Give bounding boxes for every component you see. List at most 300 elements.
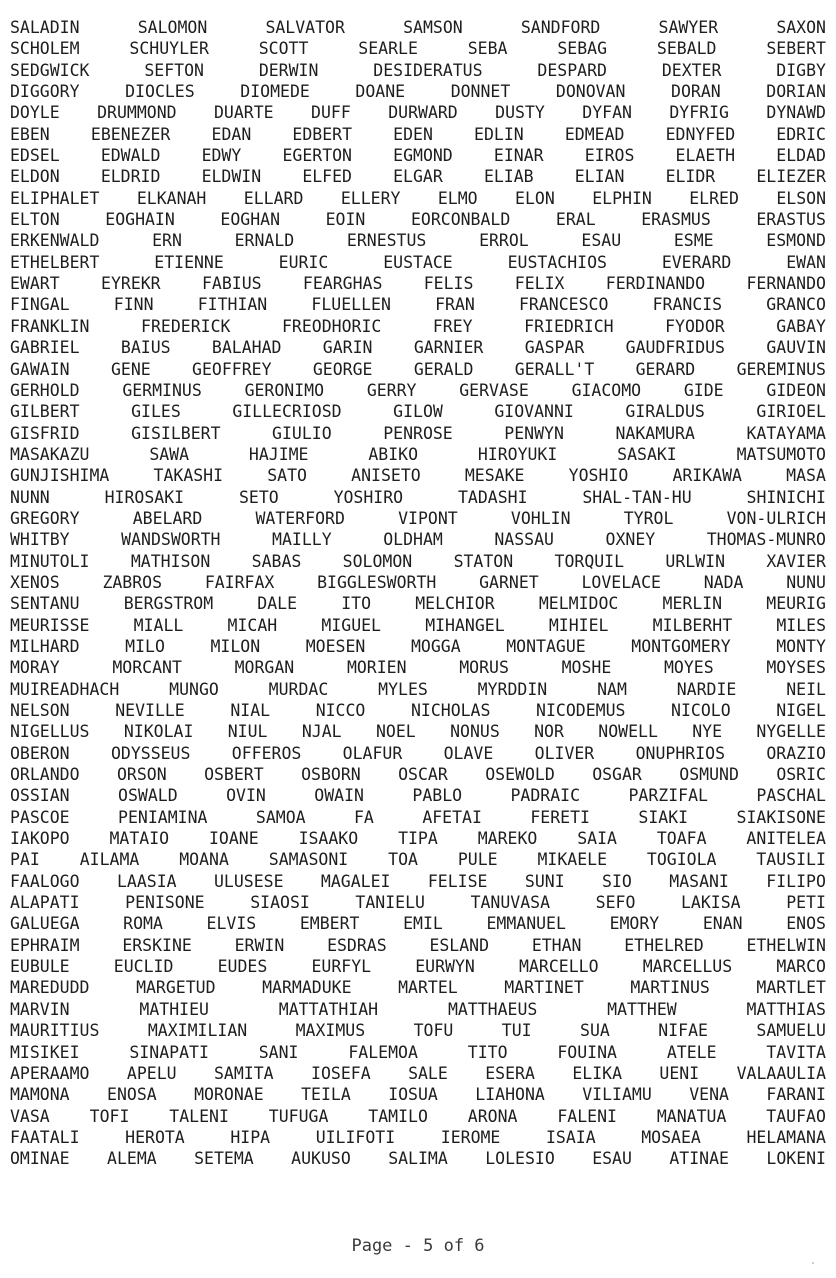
name-word: NUNN <box>10 487 50 507</box>
name-word: MYLES <box>378 679 428 699</box>
name-word: EOIN <box>325 210 366 230</box>
name-word: SEDGWICK <box>10 60 90 80</box>
name-word: ULUSESE <box>213 871 284 891</box>
name-word: ERSKINE <box>122 935 192 955</box>
name-word: SALADIN <box>10 18 80 37</box>
name-word: MARTINUS <box>630 978 710 998</box>
name-word: PAI <box>10 850 40 870</box>
name-word: SCOTT <box>258 39 309 59</box>
name-word: ETHELRED <box>624 935 704 955</box>
name-word: VALAAULIA <box>736 1063 826 1083</box>
name-word: ERNESTUS <box>346 231 427 251</box>
name-word: DURWARD <box>388 103 458 123</box>
name-word: DIGGORY <box>10 82 80 102</box>
name-line <box>10 529 826 550</box>
name-line <box>10 636 826 657</box>
name-word: EDSEL <box>10 146 60 166</box>
name-word: ANISETO <box>351 466 421 486</box>
name-word: HEROTA <box>125 1127 185 1147</box>
name-line <box>10 913 826 934</box>
name-word: SEBAG <box>557 39 608 59</box>
name-word: PASCHAL <box>756 786 826 806</box>
name-word: TOA <box>388 850 418 870</box>
name-word: DORAN <box>671 82 721 102</box>
name-word: EBEN <box>10 124 50 144</box>
name-word: SAMUELU <box>756 1021 826 1041</box>
name-word: ELIKA <box>572 1063 622 1083</box>
name-word: SATO <box>267 466 307 486</box>
name-word: FITHIAN <box>197 295 268 315</box>
name-word: NICOLO <box>671 701 731 720</box>
name-word: MONTGOMERY <box>631 636 731 656</box>
name-word: OSEWOLD <box>485 765 555 785</box>
name-word: GREGORY <box>10 508 80 528</box>
name-word: NICCO <box>315 701 366 720</box>
name-word: TOFU <box>413 1021 454 1041</box>
name-line <box>10 1084 826 1105</box>
name-word: GALUEGA <box>10 914 80 934</box>
name-word: ELDRID <box>100 167 161 187</box>
name-word: ELIAB <box>483 167 534 187</box>
name-word: ELIPHALET <box>10 188 100 208</box>
name-word: ZABROS <box>102 572 163 592</box>
name-word: OLAVE <box>443 743 494 763</box>
name-word: GARNIER <box>413 338 484 358</box>
name-word: GIACOMO <box>571 380 642 400</box>
name-word: SANI <box>258 1042 299 1062</box>
name-word: SEBALD <box>656 39 717 59</box>
name-word: MORGAN <box>234 658 295 678</box>
name-word: SEARLE <box>358 39 418 59</box>
name-word: GIRIOEL <box>756 402 826 422</box>
name-word: SIAKI <box>638 807 689 827</box>
name-word: FOUINA <box>557 1042 617 1062</box>
name-line <box>10 487 826 508</box>
name-word: PENWYN <box>504 423 564 443</box>
name-word: ESME <box>673 231 714 251</box>
name-word: GEOFFREY <box>192 359 272 379</box>
name-word: MARCELLO <box>519 957 599 977</box>
name-word: SAWA <box>149 444 190 464</box>
name-word: IAKOPO <box>10 829 70 849</box>
name-word: EOGHAN <box>220 210 281 230</box>
name-line <box>10 60 826 81</box>
name-word: EUSTACHIOS <box>507 252 607 272</box>
name-word: VILIAMU <box>582 1085 652 1105</box>
name-word: TYROL <box>623 508 674 528</box>
name-word: ETHELBERT <box>10 252 100 272</box>
name-word: NYE <box>692 722 723 742</box>
name-word: DUSTY <box>495 103 545 123</box>
name-word: GILOW <box>393 402 443 422</box>
name-word: TANIELU <box>355 893 425 913</box>
name-word: NICHOLAS <box>410 701 491 720</box>
name-word: SETO <box>238 487 279 507</box>
name-word: PABLO <box>412 786 463 806</box>
name-word: OVIN <box>226 786 266 806</box>
name-word: LAASIA <box>116 871 177 891</box>
name-word: MATHISON <box>130 551 211 571</box>
name-word: XENOS <box>10 572 60 592</box>
name-word: SAMITA <box>214 1063 274 1083</box>
name-word: MILO <box>125 636 165 656</box>
name-line <box>10 273 826 294</box>
name-word: NADA <box>703 572 744 592</box>
name-word: GARNET <box>479 572 539 592</box>
name-word: MARCO <box>776 957 826 977</box>
name-word: LAKISA <box>680 893 741 913</box>
name-word: DERWIN <box>258 60 319 80</box>
name-word: ERKENWALD <box>10 231 100 251</box>
name-word: APERAAMO <box>10 1063 90 1083</box>
name-word: EMIL <box>403 914 443 934</box>
name-word: EGMOND <box>393 146 453 166</box>
name-word: OFFEROS <box>231 743 302 763</box>
name-word: FABIUS <box>201 274 262 294</box>
name-word: MATSUMOTO <box>736 444 826 464</box>
name-word: HIROSAKI <box>104 487 185 507</box>
name-word: OWAIN <box>314 786 364 806</box>
name-word: ETHAN <box>531 935 582 955</box>
name-word: SHINICHI <box>746 487 826 507</box>
name-word: ELKANAH <box>136 188 207 208</box>
name-word: FELIX <box>514 274 565 294</box>
name-word: MOGGA <box>410 636 461 656</box>
name-word: ONUPHRIOS <box>635 743 725 763</box>
name-word: DYNAWD <box>766 103 826 123</box>
name-word: SIAKISONE <box>736 807 826 827</box>
name-word: SCHOLEM <box>10 39 80 59</box>
name-word: MAGALEI <box>320 871 391 891</box>
name-word: DORIAN <box>766 82 826 102</box>
name-word: ESDRAS <box>327 935 387 955</box>
name-word: FERETI <box>530 807 590 827</box>
name-word: GILES <box>131 402 181 422</box>
name-word: SEFO <box>595 893 636 913</box>
name-word: YOSHIO <box>568 466 629 486</box>
scan-speck <box>812 1262 814 1264</box>
name-word: ELDWIN <box>201 167 262 187</box>
name-word: MASANI <box>669 871 729 891</box>
name-word: GABAY <box>776 316 826 336</box>
name-word: FAALOGO <box>10 871 80 891</box>
name-word: ELGAR <box>393 167 443 187</box>
name-word: FRANCESCO <box>519 295 609 315</box>
name-word: MELMIDOC <box>538 594 619 614</box>
name-word: MILES <box>776 615 826 635</box>
name-line <box>10 615 826 636</box>
name-word: MURDAC <box>268 679 329 699</box>
name-word: DYFAN <box>582 103 632 123</box>
name-word: DIOMEDE <box>240 82 310 102</box>
name-word: MUNGO <box>169 679 219 699</box>
name-word: MOSHE <box>561 658 612 678</box>
name-word: GAUVIN <box>766 338 826 358</box>
name-word: ISAAKO <box>298 829 359 849</box>
name-word: MATTHEW <box>607 999 677 1019</box>
name-word: MINUTOLI <box>10 551 90 571</box>
name-word: GRANCO <box>766 295 826 315</box>
name-word: ELDAD <box>776 146 826 166</box>
name-word: MOSAEA <box>641 1127 701 1147</box>
name-line <box>10 124 826 145</box>
name-word: SAWYER <box>658 18 719 37</box>
name-word: GERVASE <box>459 380 529 400</box>
name-word: FEARGHAS <box>302 274 383 294</box>
name-word: ELVIS <box>206 914 257 934</box>
name-word: UILIFOTI <box>315 1127 396 1147</box>
name-word: NIFAE <box>658 1021 708 1041</box>
name-word: GERMINUS <box>122 380 202 400</box>
name-word: PADRAIC <box>510 786 581 806</box>
name-word: ELAETH <box>675 146 736 166</box>
name-word: FERNANDO <box>746 274 826 294</box>
name-word: ELDON <box>10 167 60 187</box>
name-word: DUARTE <box>214 103 274 123</box>
name-word: FRAN <box>435 295 475 315</box>
name-line <box>10 721 826 742</box>
name-word: EDMEAD <box>564 124 625 144</box>
name-word: TAKASHI <box>153 466 224 486</box>
name-word: ELMO <box>437 188 478 208</box>
page-number-footer: Page - 5 of 6 <box>351 1236 485 1256</box>
name-word: MARTEL <box>398 978 458 998</box>
name-line <box>10 465 826 486</box>
name-word: ELIEZER <box>756 167 826 187</box>
name-word: EMBERT <box>299 914 360 934</box>
name-word: EDWALD <box>100 146 161 166</box>
name-word: OSBERT <box>204 765 264 785</box>
name-word: MATHIEU <box>139 999 209 1019</box>
name-line <box>10 1063 826 1084</box>
name-word: HELAMANA <box>746 1127 826 1147</box>
name-word: GIULIO <box>272 423 332 443</box>
name-word: BALAHAD <box>211 338 282 358</box>
name-word: SENTANU <box>10 594 80 614</box>
name-word: EYREKR <box>101 274 161 294</box>
name-word: MAREKO <box>477 829 538 849</box>
name-word: IOANE <box>209 829 259 849</box>
name-line <box>10 166 826 187</box>
name-word: NOEL <box>375 722 416 742</box>
name-word: FALEMOA <box>348 1042 418 1062</box>
name-word: GAUDFRIDUS <box>625 338 725 358</box>
name-line <box>10 1020 826 1041</box>
name-word: NIAL <box>230 701 271 720</box>
name-word: EDWY <box>201 146 242 166</box>
name-word: SAXON <box>776 18 826 37</box>
name-word: OSRIC <box>776 765 826 785</box>
name-word: DIGBY <box>776 60 826 80</box>
name-word: EURFYL <box>311 957 372 977</box>
name-word: ENOS <box>786 914 826 934</box>
name-word: ITO <box>341 594 372 614</box>
name-word: GILBERT <box>10 402 80 422</box>
name-word: VON-ULRICH <box>726 508 826 528</box>
name-word: MORONAE <box>194 1085 264 1105</box>
name-word: PENROSE <box>383 423 453 443</box>
name-word: GILLECRIOSD <box>232 402 342 422</box>
name-word: MOYSES <box>766 658 826 678</box>
name-word: EBENEZER <box>90 124 171 144</box>
name-line <box>10 807 826 828</box>
name-word: FRANKLIN <box>10 316 90 336</box>
name-word: TANUVASA <box>470 893 551 913</box>
name-word: ERASMUS <box>641 210 711 230</box>
name-word: ESMOND <box>766 231 826 251</box>
name-word: FREODHORIC <box>281 316 382 336</box>
name-word: PASCOE <box>10 807 70 827</box>
name-line <box>10 337 826 358</box>
name-word: GEREMINUS <box>736 359 826 379</box>
name-line <box>10 977 826 998</box>
name-word: NOR <box>534 722 564 742</box>
name-word: TITO <box>467 1042 508 1062</box>
name-word: MESAKE <box>464 466 525 486</box>
name-word: SIAOSI <box>250 893 310 913</box>
name-line <box>10 999 826 1020</box>
name-word: ELRED <box>689 188 739 208</box>
name-word: GERRY <box>366 380 417 400</box>
name-word: GASPAR <box>524 338 585 358</box>
name-word: PETI <box>786 893 826 913</box>
name-word: MAURITIUS <box>10 1021 100 1041</box>
name-line <box>10 444 826 465</box>
name-line <box>10 1127 826 1148</box>
name-word: ESLAND <box>429 935 490 955</box>
name-word: AILAMA <box>79 850 140 870</box>
name-word: DOANE <box>355 82 406 102</box>
name-word: FAATALI <box>10 1127 80 1147</box>
name-word: ERWIN <box>234 935 285 955</box>
name-word: NAKAMURA <box>615 423 695 443</box>
name-word: EORCONBALD <box>410 210 511 230</box>
name-word: FARANI <box>766 1085 826 1105</box>
name-word: GIDEON <box>766 380 826 400</box>
name-word: NIKOLAI <box>123 722 194 742</box>
name-word: EDAN <box>211 124 252 144</box>
name-list <box>10 17 826 1170</box>
name-word: FA <box>354 807 374 827</box>
name-word: NUNU <box>786 572 826 592</box>
name-word: GERARD <box>635 359 696 379</box>
name-word: MAXIMUS <box>295 1021 366 1041</box>
name-line <box>10 359 826 380</box>
name-word: GEORGE <box>312 359 373 379</box>
name-word: ORLANDO <box>10 765 80 785</box>
name-word: TOAFA <box>656 829 707 849</box>
name-word: LIAHONA <box>475 1085 545 1105</box>
name-word: ENOSA <box>107 1085 157 1105</box>
name-word: TAUFAO <box>766 1106 826 1126</box>
name-word: OLIVER <box>534 743 595 763</box>
name-word: SIO <box>602 871 632 891</box>
name-word: OLDHAM <box>383 530 443 550</box>
name-line <box>10 785 826 806</box>
name-word: LOVELACE <box>581 572 661 592</box>
name-line <box>10 700 826 721</box>
name-word: EDLIN <box>474 124 524 144</box>
name-word: SALVATOR <box>265 18 345 37</box>
name-word: ESAU <box>592 1149 632 1169</box>
name-word: WANDSWORTH <box>121 530 221 550</box>
name-word: GERONIMO <box>244 380 325 400</box>
name-line <box>10 423 826 444</box>
name-word: OSMUND <box>679 765 739 785</box>
name-line <box>10 316 826 337</box>
name-word: EWART <box>10 274 60 294</box>
name-word: EWAN <box>786 252 826 272</box>
name-word: FREY <box>432 316 473 336</box>
name-word: KATAYAMA <box>746 423 826 443</box>
name-word: DIOCLES <box>125 82 195 102</box>
name-word: IOSUA <box>388 1085 438 1105</box>
name-word: SOLOMON <box>342 551 413 571</box>
name-line <box>10 593 826 614</box>
name-word: MOESEN <box>305 636 366 656</box>
name-word: MEURISSE <box>10 615 90 635</box>
name-word: FILIPO <box>766 871 826 891</box>
name-word: ETIENNE <box>154 252 224 272</box>
name-word: SEBERT <box>766 39 826 59</box>
name-word: EOGHAIN <box>105 210 175 230</box>
name-word: MYRDDIN <box>477 679 548 699</box>
name-word: ANITELEA <box>746 829 826 849</box>
name-word: MONTY <box>776 636 826 656</box>
name-line <box>10 294 826 315</box>
name-word: MERLIN <box>662 594 723 614</box>
name-word: GERHOLD <box>10 380 80 400</box>
name-word: MARCELLUS <box>642 957 733 977</box>
name-word: TUI <box>501 1021 532 1041</box>
name-line <box>10 743 826 764</box>
name-word: SAMASONI <box>268 850 349 870</box>
name-word: ABELARD <box>132 508 203 528</box>
name-word: MILBERHT <box>652 615 733 635</box>
name-word: ESAU <box>581 231 622 251</box>
name-word: LOLESIO <box>485 1149 555 1169</box>
name-word: FRIEDRICH <box>524 316 614 336</box>
name-word: FREDERICK <box>141 316 231 336</box>
name-word: EMORY <box>609 914 660 934</box>
name-word: EDBERT <box>292 124 353 144</box>
name-word: GERALD <box>413 359 474 379</box>
name-word: OSWALD <box>118 786 178 806</box>
name-line <box>10 572 826 593</box>
name-word: MANATUA <box>656 1106 727 1126</box>
name-line <box>10 1042 826 1063</box>
name-word: EMMANUEL <box>486 914 566 934</box>
name-word: MATTHIAS <box>746 999 826 1019</box>
name-word: WATERFORD <box>255 508 345 528</box>
name-line <box>10 1148 826 1169</box>
name-word: SUNI <box>524 871 565 891</box>
name-line <box>10 892 826 913</box>
name-line <box>10 38 826 59</box>
name-word: IOSEFA <box>311 1063 371 1083</box>
name-word: OMINAE <box>10 1149 70 1169</box>
name-line <box>10 871 826 892</box>
name-word: THOMAS-MUNRO <box>706 530 826 550</box>
name-word: SUA <box>580 1021 610 1041</box>
name-word: MASAKAZU <box>10 444 90 464</box>
name-word: MIALL <box>133 615 184 635</box>
name-word: ELSON <box>776 188 826 208</box>
name-word: GAWAIN <box>10 359 70 379</box>
name-word: FERDINANDO <box>605 274 706 294</box>
name-word: ENAN <box>702 914 743 934</box>
name-word: FINN <box>113 295 154 315</box>
